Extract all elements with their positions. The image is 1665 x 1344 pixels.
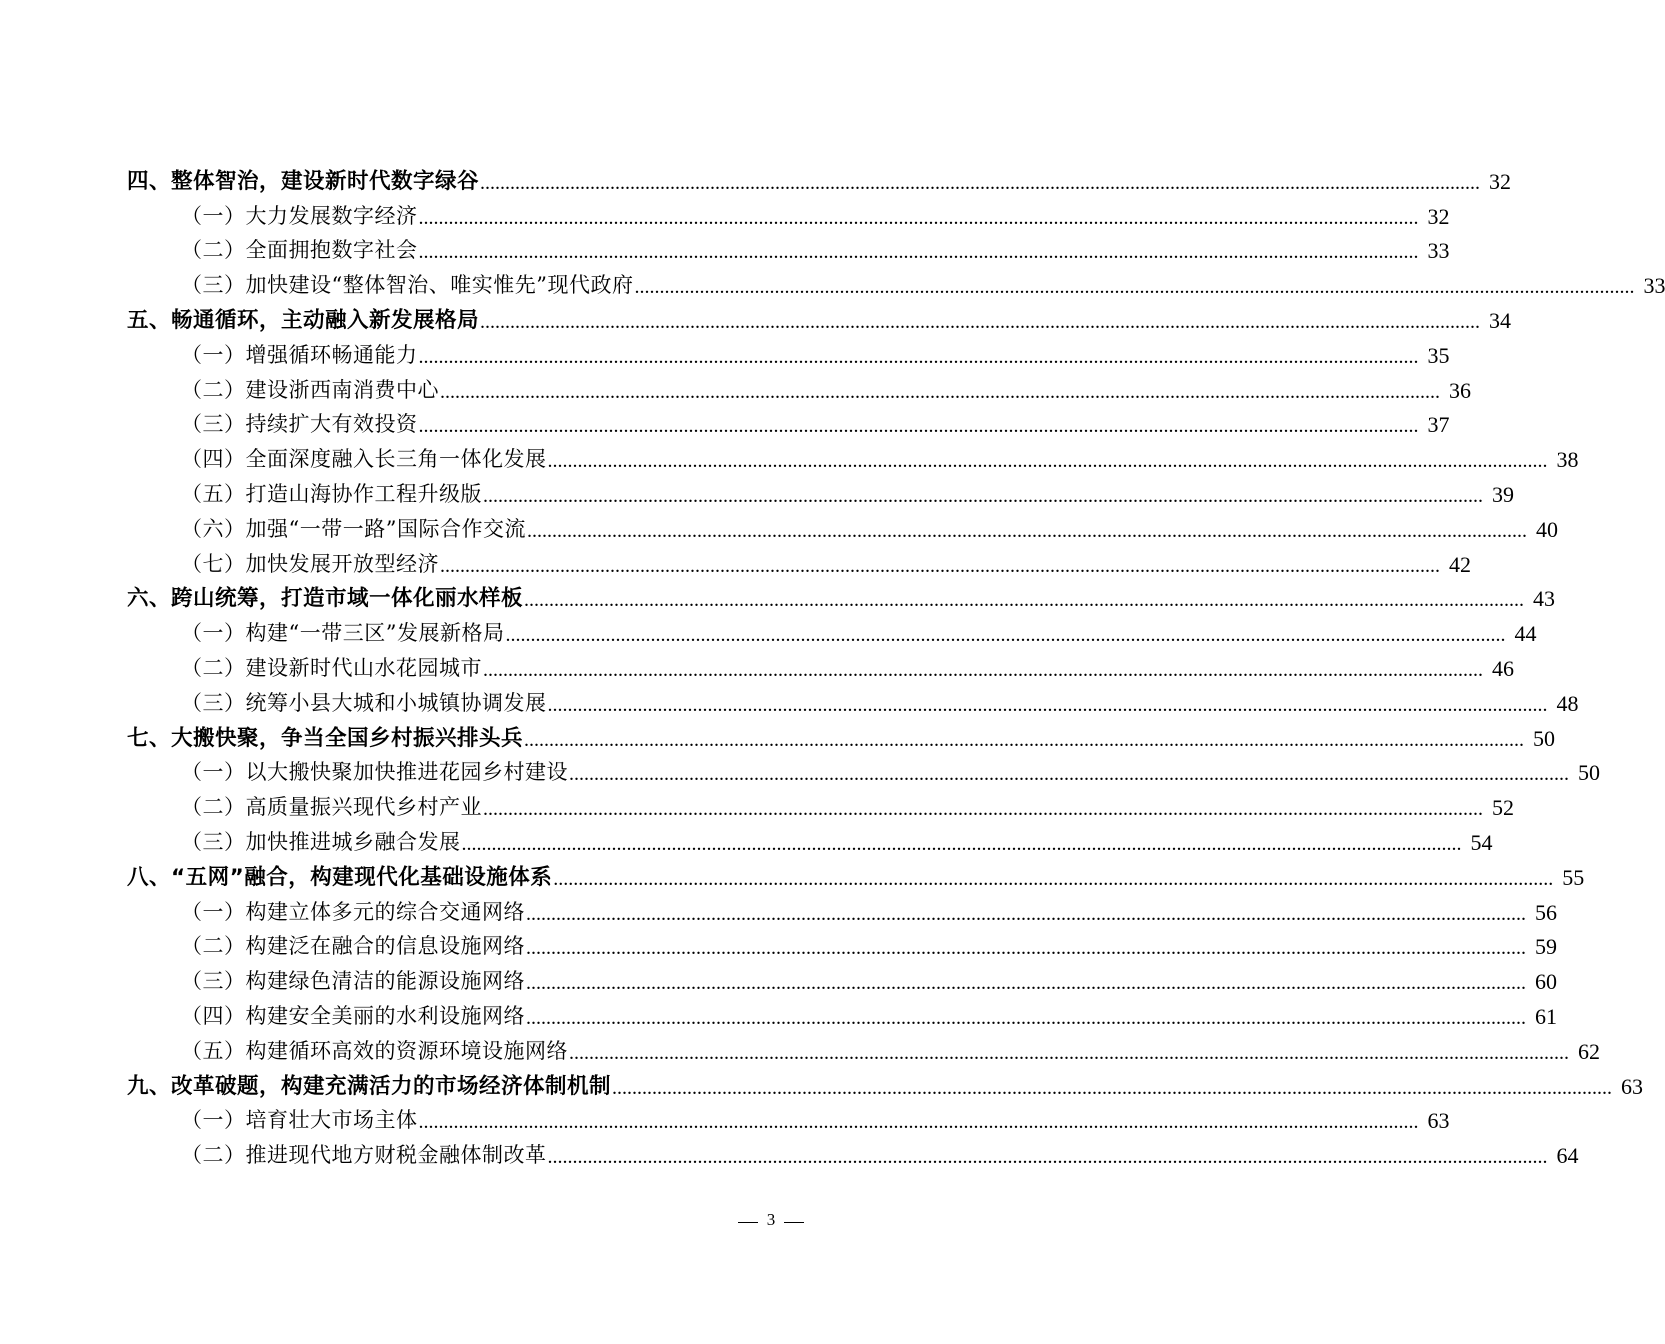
toc-page-number: 60 — [1535, 969, 1557, 995]
toc-page-number: 63 — [1621, 1073, 1644, 1099]
toc-section-entry[interactable] — [0, 756, 1600, 791]
toc-entry-title: （二）全面拥抱数字社会 — [181, 238, 418, 263]
toc-dot-leader: ........................................................................................................................................................................................................ — [418, 345, 1419, 368]
toc-entry-title: （二）建设浙西南消费中心 — [181, 377, 439, 402]
toc-entry-title: （二）构建泛在融合的信息设施网络 — [181, 934, 525, 959]
toc-dot-leader: ........................................................................................................................................................................................................ — [526, 937, 1526, 960]
toc-section-entry[interactable] — [0, 477, 1514, 512]
footer-dash-left — [738, 1222, 758, 1223]
toc-page-number: 46 — [1492, 655, 1514, 681]
toc-section-entry[interactable] — [0, 408, 1450, 443]
toc-entry-title: （一）增强循环畅通能力 — [181, 342, 418, 367]
toc-entry-title: （三）构建绿色清洁的能源设施网络 — [181, 969, 525, 994]
toc-page-number: 61 — [1535, 1003, 1557, 1029]
toc-dot-leader: ........................................................................................................................................................................................................ — [553, 867, 1554, 890]
toc-entry-title: 四、整体智治，建设新时代数字绿谷 — [127, 168, 480, 194]
toc-section-entry[interactable] — [0, 1034, 1600, 1069]
toc-section-entry[interactable] — [0, 442, 1579, 477]
page-number: 3 — [766, 1210, 776, 1229]
toc-page-number: 38 — [1556, 447, 1579, 473]
toc-entry-title: （一）培育壮大市场主体 — [181, 1108, 418, 1133]
toc-dot-leader: ........................................................................................................................................................................................................ — [418, 415, 1419, 438]
toc-page-number: 63 — [1427, 1108, 1450, 1134]
toc-section-entry[interactable] — [0, 825, 1493, 860]
toc-page-number: 36 — [1449, 377, 1471, 403]
toc-chapter-entry[interactable] — [0, 721, 1556, 756]
toc-section-entry[interactable] — [0, 1104, 1450, 1139]
toc-dot-leader: ........................................................................................................................................................................................................ — [440, 554, 1440, 577]
toc-dot-leader: ........................................................................................................................................................................................................ — [547, 450, 1548, 473]
toc-entry-title: 七、大搬快聚，争当全国乡村振兴排头兵 — [127, 725, 524, 751]
toc-section-entry[interactable] — [0, 547, 1471, 582]
toc-page-number: 34 — [1489, 307, 1512, 333]
toc-chapter-entry[interactable] — [0, 582, 1556, 617]
toc-page-number: 64 — [1556, 1143, 1579, 1169]
toc-entry-title: 九、改革破题，构建充满活力的市场经济体制机制 — [127, 1073, 612, 1099]
toc-entry-title: （二）建设新时代山水花园城市 — [181, 655, 482, 680]
toc-section-entry[interactable] — [0, 895, 1557, 930]
toc-page-number: 37 — [1427, 412, 1450, 438]
toc-entry-title: （三）加快推进城乡融合发展 — [181, 829, 461, 854]
toc-dot-leader: ........................................................................................................................................................................................................ — [483, 484, 1483, 507]
toc-page-number: 50 — [1533, 725, 1556, 751]
toc-page-number: 54 — [1470, 829, 1493, 855]
toc-entry-title: （一）构建“一带三区”发展新格局 — [181, 621, 505, 646]
toc-page-number: 55 — [1562, 864, 1585, 890]
toc-page-number: 32 — [1489, 168, 1512, 194]
toc-chapter-entry[interactable] — [0, 1069, 1644, 1104]
toc-dot-leader: ........................................................................................................................................................................................................ — [547, 693, 1548, 716]
toc-dot-leader: ........................................................................................................................................................................................................ — [505, 624, 1506, 647]
toc-page-number: 33 — [1643, 273, 1665, 299]
toc-entry-title: （五）打造山海协作工程升级版 — [181, 481, 482, 506]
toc-chapter-entry[interactable] — [0, 164, 1512, 199]
toc-page-number: 43 — [1533, 586, 1556, 612]
toc-dot-leader: ........................................................................................................................................................................................................ — [524, 589, 1525, 612]
toc-dot-leader: ........................................................................................................................................................................................................ — [634, 276, 1635, 299]
toc-entry-title: （四）构建安全美丽的水利设施网络 — [181, 1003, 525, 1028]
toc-page-number: 39 — [1492, 481, 1514, 507]
toc-section-entry[interactable] — [0, 1138, 1579, 1173]
toc-entry-title: 八、“五网”融合，构建现代化基础设施体系 — [127, 864, 553, 890]
toc-section-entry[interactable] — [0, 651, 1514, 686]
toc-dot-leader: ........................................................................................................................................................................................................ — [483, 798, 1483, 821]
toc-entry-title: （二）高质量振兴现代乡村产业 — [181, 795, 482, 820]
toc-page-number: 52 — [1492, 795, 1514, 821]
toc-dot-leader: ........................................................................................................................................................................................................ — [480, 310, 1481, 333]
toc-dot-leader: ........................................................................................................................................................................................................ — [524, 728, 1525, 751]
toc-entry-title: 五、畅通循环，主动融入新发展格局 — [127, 307, 480, 333]
toc-dot-leader: ........................................................................................................................................................................................................ — [526, 519, 1527, 542]
toc-dot-leader: ........................................................................................................................................................................................................ — [547, 1146, 1548, 1169]
toc-chapter-entry[interactable] — [0, 303, 1512, 338]
toc-section-entry[interactable] — [0, 964, 1557, 999]
toc-page-number: 42 — [1449, 551, 1471, 577]
toc-section-entry[interactable] — [0, 268, 1665, 303]
page-footer — [0, 1208, 950, 1238]
footer-dash-right — [784, 1222, 804, 1223]
toc-dot-leader: ........................................................................................................................................................................................................ — [526, 902, 1526, 925]
toc-dot-leader: ........................................................................................................................................................................................................ — [526, 1006, 1526, 1029]
toc-page-number: 40 — [1535, 516, 1558, 542]
toc-section-entry[interactable] — [0, 616, 1537, 651]
toc-entry-title: （七）加快发展开放型经济 — [181, 551, 439, 576]
toc-section-entry[interactable] — [0, 686, 1579, 721]
toc-section-entry[interactable] — [0, 373, 1471, 408]
toc-page-number: 50 — [1578, 760, 1600, 786]
toc-entry-title: （五）构建循环高效的资源环境设施网络 — [181, 1038, 568, 1063]
toc-dot-leader: ........................................................................................................................................................................................................ — [483, 658, 1483, 681]
toc-dot-leader: ........................................................................................................................................................................................................ — [480, 171, 1481, 194]
toc-page-number: 62 — [1578, 1038, 1600, 1064]
toc-section-entry[interactable] — [0, 512, 1558, 547]
toc-entry-title: （一）大力发展数字经济 — [181, 203, 418, 228]
toc-dot-leader: ........................................................................................................................................................................................................ — [612, 1076, 1613, 1099]
toc-entry-title: （六）加强“一带一路”国际合作交流 — [181, 516, 526, 541]
toc-dot-leader: ........................................................................................................................................................................................................ — [418, 1111, 1419, 1134]
toc-dot-leader: ........................................................................................................................................................................................................ — [526, 972, 1526, 995]
toc-chapter-entry[interactable] — [0, 860, 1585, 895]
toc-dot-leader: ........................................................................................................................................................................................................ — [440, 380, 1440, 403]
toc-page-number: 59 — [1535, 934, 1557, 960]
toc-section-entry[interactable] — [0, 930, 1557, 965]
toc-entry-title: （四）全面深度融入长三角一体化发展 — [181, 447, 547, 472]
toc-entry-title: （三）持续扩大有效投资 — [181, 412, 418, 437]
toc-entry-title: （一）构建立体多元的综合交通网络 — [181, 899, 525, 924]
toc-page-number: 56 — [1535, 899, 1557, 925]
toc-entry-title: 六、跨山统筹，打造市域一体化丽水样板 — [127, 586, 524, 612]
toc-page-number: 32 — [1427, 203, 1450, 229]
toc-page-number: 35 — [1427, 342, 1450, 368]
toc-section-entry[interactable] — [0, 199, 1450, 234]
toc-section-entry[interactable] — [0, 790, 1514, 825]
toc-page-number: 44 — [1514, 621, 1537, 647]
toc-dot-leader: ........................................................................................................................................................................................................ — [569, 1041, 1569, 1064]
toc-page-number: 33 — [1427, 238, 1450, 264]
toc-entry-title: （三）统筹小县大城和小城镇协调发展 — [181, 690, 547, 715]
toc-entry-title: （三）加快建设“整体智治、唯实惟先”现代政府 — [181, 273, 634, 298]
toc-dot-leader: ........................................................................................................................................................................................................ — [418, 206, 1419, 229]
toc-section-entry[interactable] — [0, 999, 1557, 1034]
toc-page-number: 48 — [1556, 690, 1579, 716]
toc-dot-leader: ........................................................................................................................................................................................................ — [418, 241, 1419, 264]
toc-section-entry[interactable] — [0, 234, 1450, 269]
toc-entry-title: （二）推进现代地方财税金融体制改革 — [181, 1143, 547, 1168]
toc-dot-leader: ........................................................................................................................................................................................................ — [569, 763, 1569, 786]
toc-section-entry[interactable] — [0, 338, 1450, 373]
toc-dot-leader: ........................................................................................................................................................................................................ — [461, 832, 1462, 855]
toc-entry-title: （一）以大搬快聚加快推进花园乡村建设 — [181, 760, 568, 785]
table-of-contents — [0, 164, 1665, 1173]
